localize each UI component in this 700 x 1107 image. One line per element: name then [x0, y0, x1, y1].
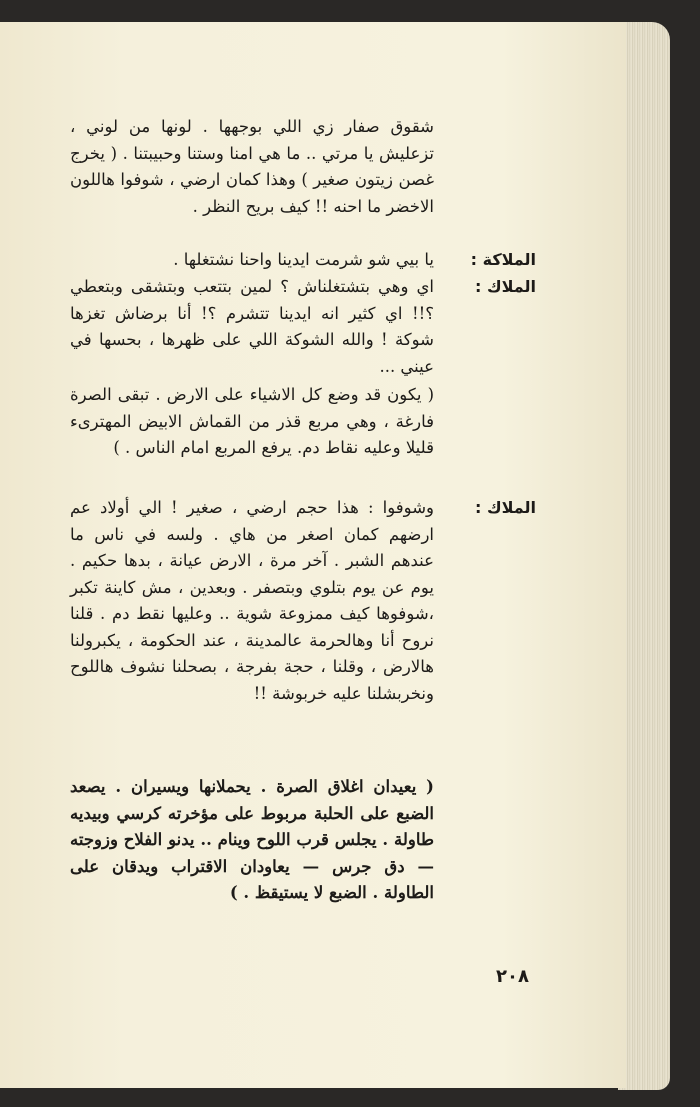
speaker-label-2: الملاك :: [475, 277, 536, 296]
dialogue-line-1: [70, 247, 434, 274]
dialogue-line-3: [70, 495, 434, 707]
dialogue-text: يا بيي شو شرمت ايدينا واحنا نشتغلها .: [173, 250, 434, 269]
stage-direction-text: ( يكون قد وضع كل الاشياء على الارض . تبقى الصرة فارغة ، وهي مربع قذر من القماش الابيض المهترىء قليلا وعليه نقاط دم. يرفع المربع امام الناس . ): [70, 385, 434, 457]
stage-direction-2: [70, 774, 434, 907]
stage-direction-1: [70, 382, 434, 462]
speaker-label-1: الملاكة :: [470, 250, 536, 269]
dialogue-line-2: [70, 274, 434, 380]
page-number: ٢٠٨: [496, 966, 529, 987]
stage-direction-text: ( يعيدان اغلاق الصرة . يحملانها ويسيران . يصعد الضبع على الحلبة مربوط على مؤخرته كرسي وبيديه طاولة . يجلس قرب اللوح وينام .. يدنو الفلاح وزوجته — دق جرس — يعاودان الاقتراب ويدقان على الطاولة . الضبع لا يستيقظ . ): [70, 777, 434, 902]
speaker-label-3: الملاك :: [475, 498, 536, 517]
paragraph-text: شقوق صفار زي اللي بوجهها . لونها من لوني ، تزعليش يا مرتي .. ما هي امنا وستنا وحبيبتنا . ( يخرج غصن زيتون صغير ) وهذا كمان ارضي ، شوفوا هاللون الاخضر ما احنه !! كيف بريح النظر .: [70, 117, 434, 216]
dialogue-text: اي وهي بتشتغلناش ؟ لمين بتتعب وبتشقى وبتعطي ؟!! اي كثير انه ايدينا تتشرم ؟! أنا برضاش تغزها شوكة ! والله الشوكة اللي على ظهرها ، بحسها في عيني ...: [70, 277, 434, 376]
book-page: [0, 22, 626, 1088]
dialogue-text: وشوفوا : هذا حجم ارضي ، صغير ! الي أولاد عم ارضهم كمان اصغر من هاي . ولسه في ناس ما عندهم الشبر . آخر مرة ، الارض عيانة ، بدها حكيم . يوم عن يوم بتلوي وبتصفر . وبعدين ، مش كاينة تكبر ،شوفوها كيف ممزوعة شوية .. وعليها نقط دم . قلنا نروح أنا وهالحرمة عالمدينة ، عند الحكومة ، يكبرولنا هالارض ، وقلنا ، حجة بفرجة ، بصحلنا نشوف هاللوح ونخربشلنا عليه خربوشة !!: [70, 498, 434, 703]
paragraph-opening: [70, 114, 434, 220]
